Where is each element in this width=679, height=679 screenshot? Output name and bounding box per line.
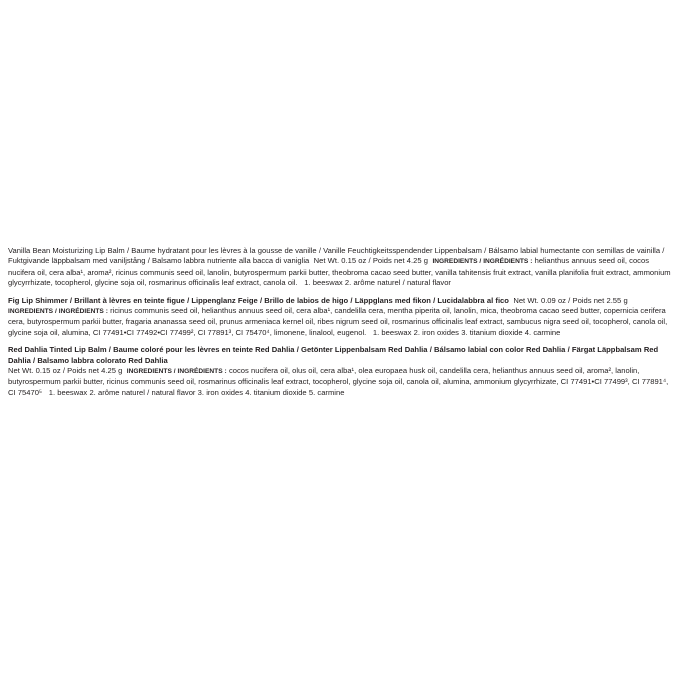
product-block-fig-lip-shimmer: [8, 296, 671, 339]
ingredients-list-vanilla-bean: helianthus annuus seed oil, cocos nucifera oil, cera alba¹, aroma², ricinus communis seed oil, lanolin, butyrospermum parkii butter, theobroma cacao seed butter, vanilla tahitensis fruit extract, vanilla planifolia fruit extract, ammonium glycyrrhizate, tocopherol, glycine soja oil, rosmarinus officinalis leaf extract, canola oil.: [8, 256, 671, 288]
ingredients-label-vanilla-bean: INGREDIENTS / INGRÉDIENTS :: [432, 258, 533, 266]
ingredients-label-fig-lip-shimmer: INGREDIENTS / INGRÉDIENTS :: [8, 308, 108, 316]
net-weight-vanilla-bean: Net Wt. 0.15 oz / Poids net 4.25 g: [313, 256, 429, 266]
net-weight-fig-lip-shimmer: Net Wt. 0.09 oz / Poids net 2.55 g: [513, 295, 628, 305]
ingredients-list-fig-lip-shimmer: ricinus communis seed oil, helianthus annuus seed oil, cera alba¹, candelilla cera, mentha piperita oil, lanolin, mica, theobroma cacao seed butter, copernicia cerifera cera, butyrospermum parkii butter, fragaria ananassa seed oil, prunus armeniaca kernel oil, ribes nigrum seed oil, rosmarinus officinalis leaf extract, sambucus nigra seed oil, tocopherol, canola oil, glycine soja oil, alumina, CI 77491•CI 77492•CI 77499², CI 77891³, CI 75470⁴, limonene, linalool, eugenol.: [8, 306, 668, 337]
product-paragraph-red-dahlia: [8, 345, 671, 398]
footnotes-fig-lip-shimmer: 1. beeswax 2. iron oxides 3. titanium dioxide 4. carmine: [372, 327, 561, 337]
product-paragraph-fig-lip-shimmer: [8, 296, 671, 339]
ingredients-list-red-dahlia: cocos nucifera oil, olus oil, cera alba¹, olea europaea husk oil, candelilla cera, helianthus annuus seed oil, aroma², lanolin, butyrospermum parkii butter, ricinus communis seed oil, rosmarinus officinalis leaf extract, tocopherol, glycine soja oil, canola oil, alumina, ammonium glycyrrhizate, CI 77491•CI 77499³, CI 77891⁴, CI 75470⁵: [8, 366, 669, 397]
ingredient-label-content: [8, 246, 671, 405]
product-title-red-dahlia: Red Dahlia Tinted Lip Balm / Baume coloré pour les lèvres en teinte Red Dahlia / Getönter Lippenbalsam Red Dahlia / Bálsamo labial con color Red Dahlia / Färgat Läppbalsam Red Dahlia / Balsamo labbra colorato Red Dahlia: [8, 345, 659, 365]
product-block-red-dahlia: [8, 345, 671, 398]
space: [42, 388, 49, 397]
footnotes-red-dahlia: 1. beeswax 2. arôme naturel / natural flavor 3. iron oxides 4. titanium dioxide 5. carmine: [48, 387, 345, 397]
product-block-vanilla-bean: [8, 246, 671, 289]
footnotes-vanilla-bean: 1. beeswax 2. arôme naturel / natural flavor: [304, 278, 451, 288]
product-title-vanilla-bean: Vanilla Bean Moisturizing Lip Balm / Baume hydratant pour les lèvres à la gousse de vanille / Vanille Feuchtigkeitsspendender Lippenbalsam / Bálsamo labial humectante con semillas de vainilla / Fuktgivande läppbalsam med vaniljstång / Balsamo labbra nutriente alla bacca di vaniglia: [8, 246, 665, 266]
space: [366, 328, 373, 337]
product-title-fig-lip-shimmer: Fig Lip Shimmer / Brillant à lèvres en teinte figue / Lippenglanz Feige / Brillo de labios de higo / Läppglans med fikon / Lucidalabbra al fico: [8, 295, 509, 305]
net-weight-red-dahlia: Net Wt. 0.15 oz / Poids net 4.25 g: [8, 366, 123, 376]
product-paragraph-vanilla-bean: [8, 246, 671, 289]
ingredients-label-red-dahlia: INGREDIENTS / INGRÉDIENTS :: [126, 368, 227, 376]
